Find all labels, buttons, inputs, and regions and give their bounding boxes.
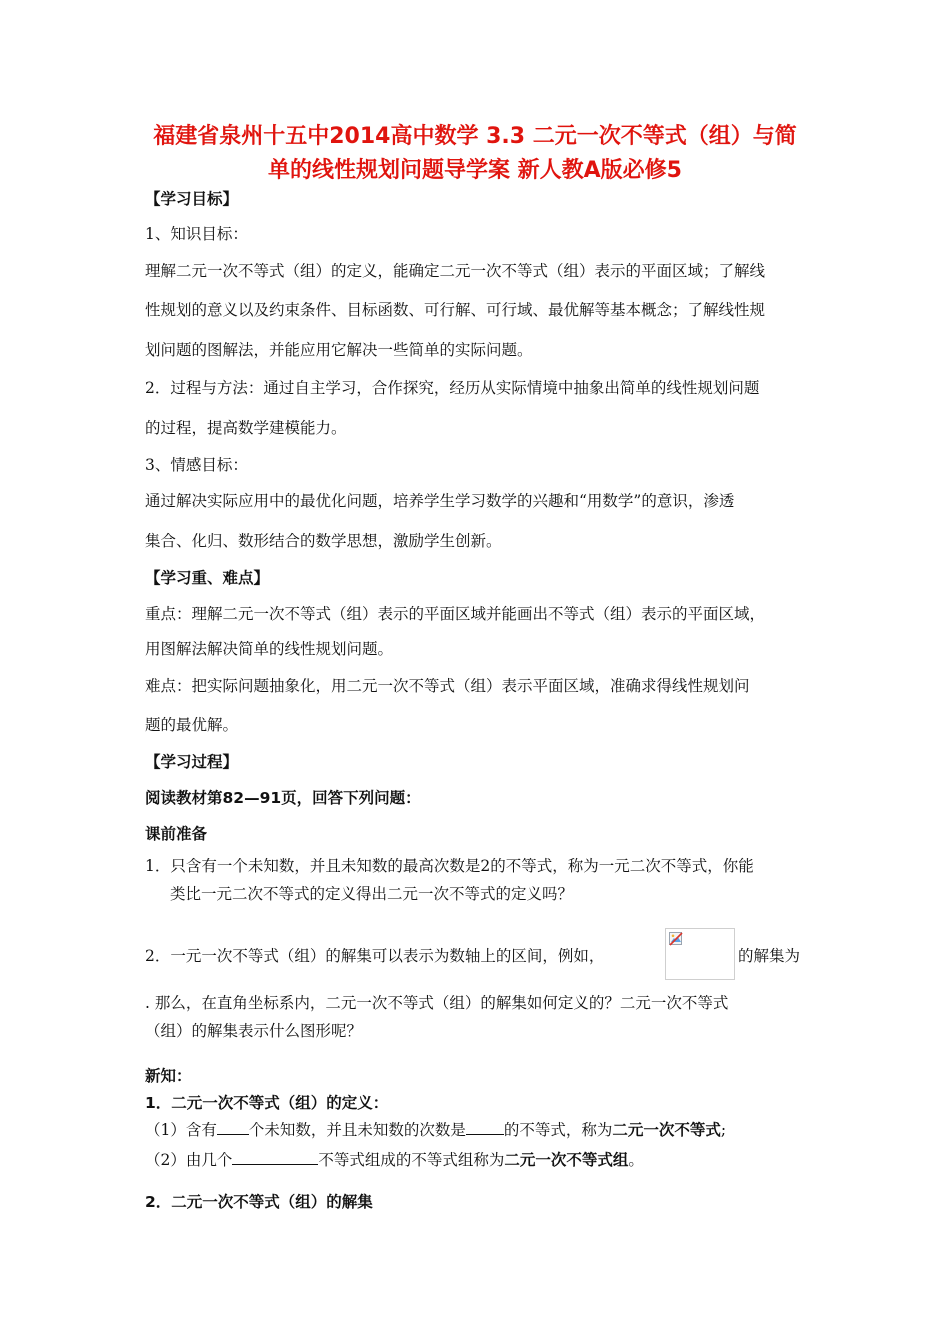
document-title-line-1: 福建省泉州十五中2014高中数学 3.3 二元一次不等式（组）与简 (153, 124, 797, 149)
definition-2 (145, 1150, 644, 1170)
focus-text-1: 重点：理解二元一次不等式（组）表示的平面区域并能画出不等式（组）表示的平面区域， (145, 605, 766, 623)
section-heading-process: 【学习过程】 (145, 753, 239, 771)
process-goal-text-2: 的过程，提高数学建模能力。 (145, 419, 347, 437)
knowledge-goal-text-1: 理解二元一次不等式（组）的定义，能确定二元一次不等式（组）表示的平面区域；了解线 (145, 262, 766, 280)
focus-text-2: 用图解法解决简单的线性规划问题。 (145, 640, 394, 658)
definition-1-part-1: （1）含有 (145, 1121, 217, 1139)
section-heading-goals: 【学习目标】 (145, 190, 239, 208)
definition-1-end: ; (720, 1121, 727, 1139)
broken-image-icon (669, 932, 683, 946)
definition-2-end: 。 (628, 1151, 644, 1169)
document-title-line-2: 单的线性规划问题导学案 新人教A版必修5 (268, 158, 682, 183)
definition-1-part-3: 的不等式，称为 (503, 1121, 613, 1139)
blank-degree[interactable] (466, 1120, 504, 1135)
emotion-goal-text-2: 集合、化归、数形结合的数学思想，激励学生创新。 (145, 532, 502, 550)
question-2-text-2: 的解集为 (738, 947, 801, 965)
question-2-text-4: （组）的解集表示什么图形呢？ (145, 1022, 363, 1040)
blank-inequality-type[interactable] (232, 1150, 318, 1165)
definition-2-part-2: 不等式组成的不等式组称为 (318, 1151, 505, 1169)
definition-heading: 1．二元一次不等式（组）的定义： (145, 1094, 389, 1112)
question-2-text-3: . 那么，在直角坐标系内，二元一次不等式（组）的解集如何定义的？二元一次不等式 (145, 994, 729, 1012)
knowledge-goal-label: 1、知识目标： (145, 225, 248, 243)
knowledge-goal-text-3: 划问题的图解法，并能应用它解决一些简单的实际问题。 (145, 341, 533, 359)
question-1-text-1: 1．只含有一个未知数，并且未知数的最高次数是2的不等式，称为一元二次不等式，你能 (145, 857, 754, 875)
term-binary-linear-inequality: 二元一次不等式 (612, 1121, 721, 1139)
emotion-goal-text-1: 通过解决实际应用中的最优化问题，培养学生学习数学的兴趣和“用数学”的意识，渗透 (145, 492, 735, 510)
definition-1 (145, 1120, 726, 1140)
knowledge-goal-text-2: 性规划的意义以及约束条件、目标函数、可行解、可行域、最优解等基本概念；了解线性规 (145, 301, 766, 319)
question-1-text-2: 类比一元二次不等式的定义得出二元一次不等式的定义吗？ (170, 885, 574, 903)
reading-instruction: 阅读教材第82—91页，回答下列问题： (145, 789, 421, 807)
prep-heading: 课前准备 (145, 825, 208, 843)
definition-2-part-1: （2）由几个 (145, 1151, 233, 1169)
term-binary-linear-inequality-system: 二元一次不等式组 (504, 1151, 629, 1169)
difficulty-text-1: 难点：把实际问题抽象化，用二元一次不等式（组）表示平面区域，准确求得线性规划问 (145, 677, 750, 695)
emotion-goal-label: 3、情感目标： (145, 456, 248, 474)
section-heading-key-points: 【学习重、难点】 (145, 569, 270, 587)
process-goal-text-1: 2．过程与方法：通过自主学习，合作探究，经历从实际情境中抽象出简单的线性规划问题 (145, 379, 760, 397)
solution-set-heading: 2．二元一次不等式（组）的解集 (145, 1193, 373, 1211)
definition-1-part-2: 个未知数，并且未知数的次数是 (248, 1121, 466, 1139)
difficulty-text-2: 题的最优解。 (145, 716, 239, 734)
question-2-text-1: 2．一元一次不等式（组）的解集可以表示为数轴上的区间，例如， (145, 947, 605, 965)
new-knowledge-heading: 新知： (145, 1067, 192, 1085)
blank-unknown-count[interactable] (217, 1120, 249, 1135)
broken-image-placeholder (665, 928, 735, 980)
